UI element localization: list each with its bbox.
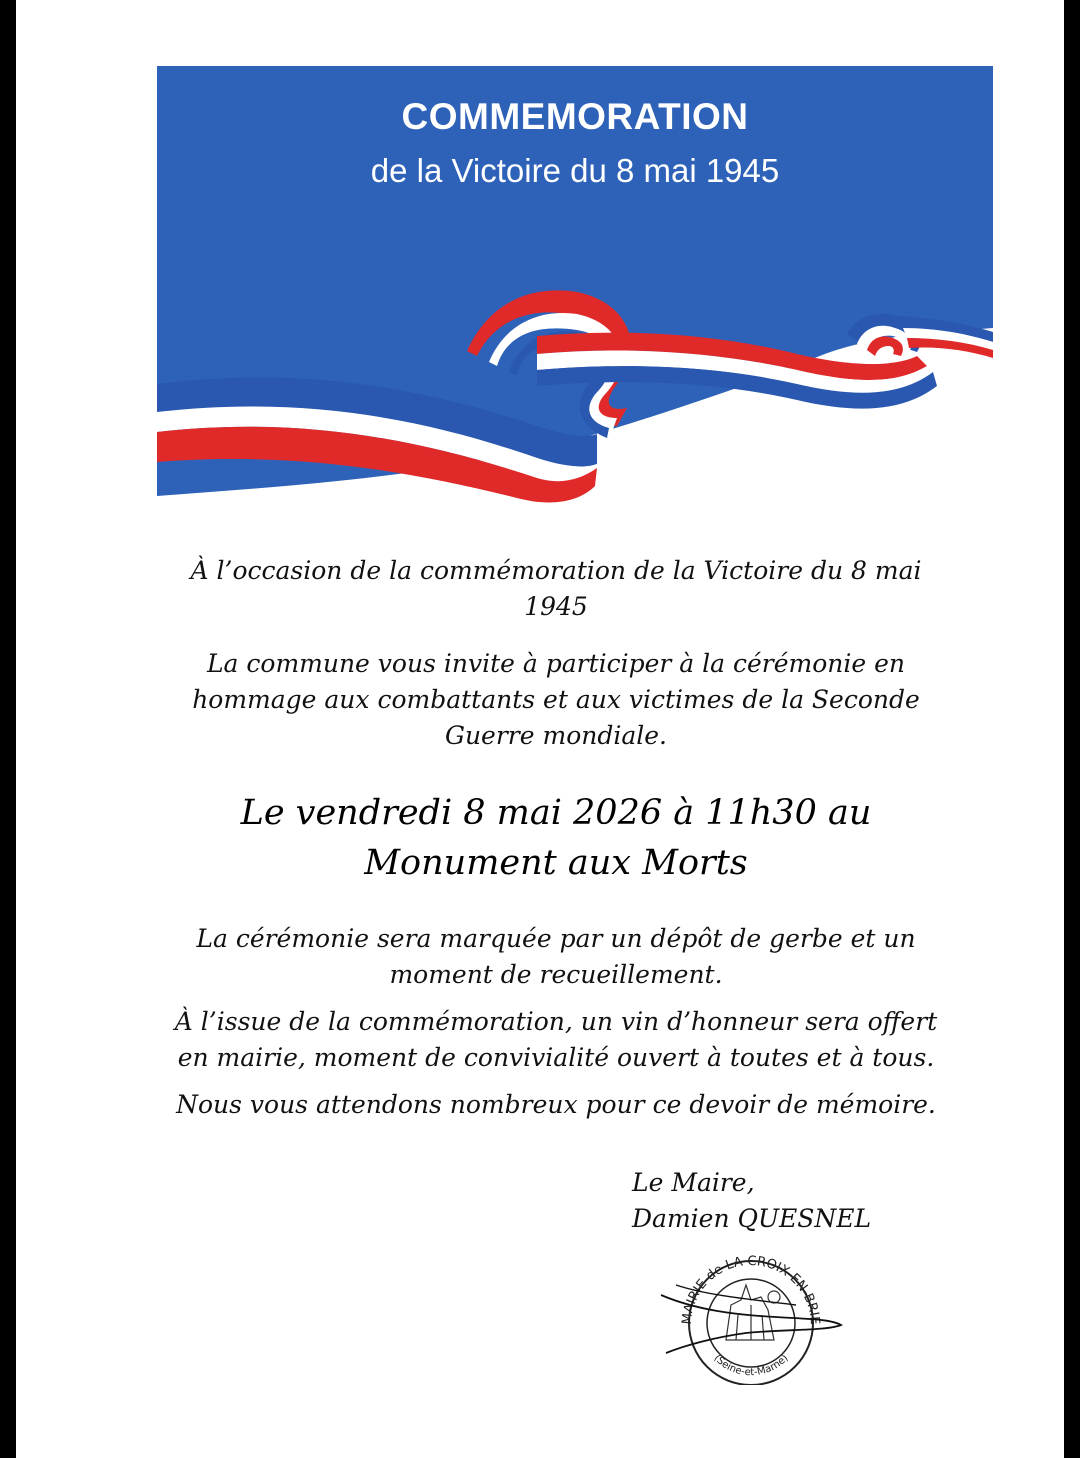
poster-page [16,0,1064,1458]
reception-line-1: À l’issue de la commémoration, un vin d’honneur sera offert [174,1007,938,1036]
invite-paragraph [126,646,986,754]
header-banner [157,66,993,504]
closing-line: Nous vous attendons nombreux pour ce devoir de mémoire. [176,1090,936,1119]
stamp-arc-text: MAIRIE de LA CROIX-EN-BRIE [679,1255,823,1326]
intro-line-2: 1945 [524,592,588,621]
banner-title: COMMEMORATION [401,96,749,137]
reception-line-2: en mairie, moment de convivialité ouvert à toutes et à tous. [177,1043,935,1072]
ceremony-line-1: La cérémonie sera marquée par un dépôt de gerbe et un [196,924,916,953]
signature-role: Le Maire, [632,1168,755,1197]
intro-line-1: À l’occasion de la commémoration de la Victoire du 8 mai [190,556,922,585]
town-hall-stamp [656,1255,846,1385]
stamp-region-text: (Seine-et-Marne) [711,1352,791,1379]
event-location-line: Monument aux Morts [364,843,748,883]
banner-subtitle: de la Victoire du 8 mai 1945 [370,152,780,189]
signature-name: Damien QUESNEL [632,1204,872,1233]
intro-paragraph [126,553,986,625]
ceremony-line-2: moment de recueillement. [389,960,723,989]
reception-paragraph [126,1004,986,1076]
invite-line-1: La commune vous invite à participer à la cérémonie en [206,649,906,678]
invite-line-3: Guerre mondiale. [444,721,667,750]
ceremony-paragraph [126,921,986,993]
event-date-line: Le vendredi 8 mai 2026 à 11h30 au [240,793,872,833]
invite-line-2: hommage aux combattants et aux victimes de la Seconde [192,685,920,714]
